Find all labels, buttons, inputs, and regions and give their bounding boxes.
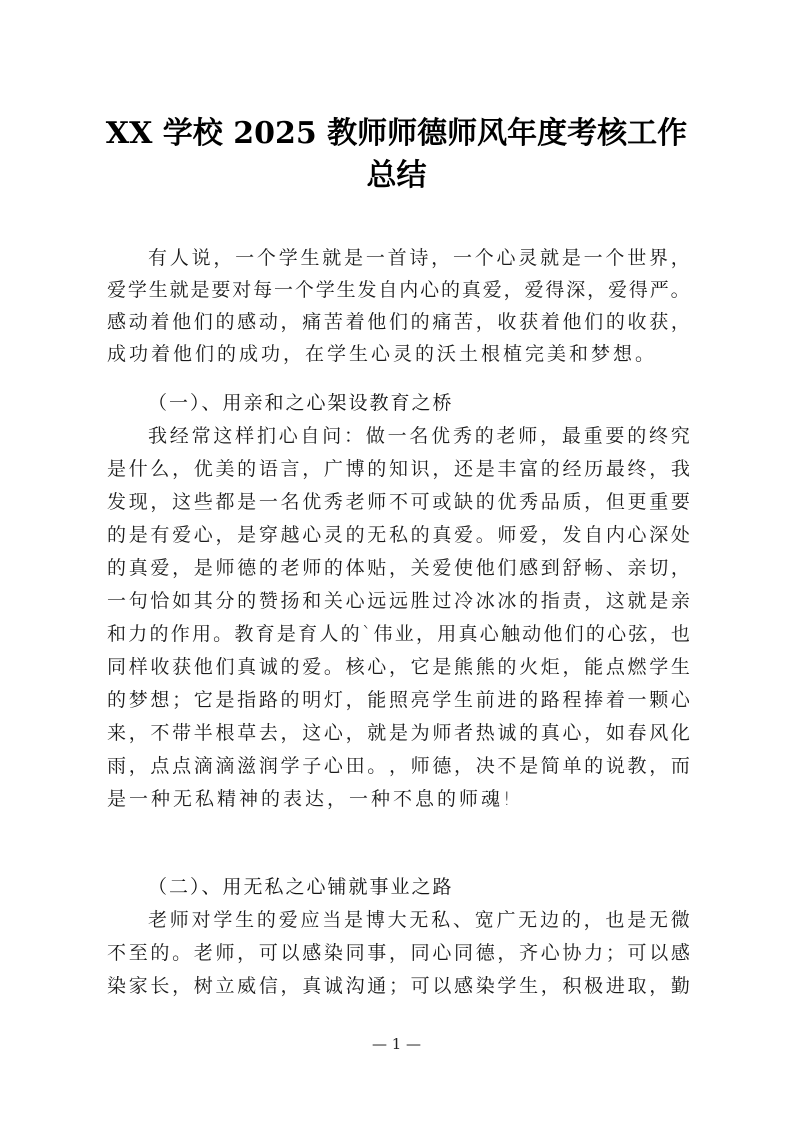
paragraph-line: 是 什 么 ， 优 美 的 语 言 ， 广 博 的 知 识 ， 还 是 丰 富 的 经 历 最 终 ， 我 — [107, 458, 690, 480]
paragraph-line: 雨 ， 点 点 滴 滴 滋 润 学 子 心 田 。 ， 师 德 ， 决 不 是 简 单 的 说 教 ， 而 — [107, 755, 690, 777]
paragraph-line: 发 现 ， 这 些 都 是 一 名 优 秀 老 师 不 可 或 缺 的 优 秀 品 质 ， 但 更 重 要 — [107, 491, 690, 513]
page-number: — 1 — — [371, 1035, 422, 1053]
paragraph-line: 的 梦 想 ； 它 是 指 路 的 明 灯 ， 能 照 亮 学 生 前 进 的 路 程 捧 着 一 颗 心 — [107, 689, 690, 711]
paragraph-line: 来 ， 不 带 半 根 草 去 ， 这 心 ， 就 是 为 师 者 热 诚 的 真 心 ， 如 春 风 化 — [107, 722, 690, 744]
paragraph-line: 感 动 着 他 们 的 感 动 ， 痛 苦 着 他 们 的 痛 苦 ， 收 获 着 他 们 的 收 获 ， — [107, 311, 690, 333]
paragraph-line: 的 真 爱 ， 是 师 德 的 老 师 的 体 贴 ， 关 爱 使 他 们 感 到 舒 畅 、 亲 切 ， — [107, 557, 690, 579]
paragraph-line: 染 家 长 ， 树 立 威 信 ， 真 诚 沟 通 ； 可 以 感 染 学 生 ， 积 极 进 取 ， 勤 — [107, 975, 690, 997]
paragraph-line: 我 经 常 这 样 扪 心 自 问 ： 做 一 名 优 秀 的 老 师 ， 最 重 要 的 终 究 — [148, 425, 690, 447]
paragraph-line: 不 至 的 。 老 师 ， 可 以 感 染 同 事 ， 同 心 同 德 ， 齐 心 协 力 ； 可 以 感 — [107, 942, 690, 964]
document-title-line-1: XX 学校 2025 教师师德师风年度考核工作 — [105, 116, 688, 151]
paragraph-line: 成功着他们的成功，在学生心灵的沃土根植完美和梦想。 — [107, 343, 658, 365]
section-heading: （二）、用无私之心铺就事业之路 — [148, 876, 454, 898]
paragraph-line: 老 师 对 学 生 的 爱 应 当 是 博 大 无 私 、 宽 广 无 边 的 ， 也 是 无 微 — [148, 909, 690, 931]
paragraph-line: 一 句 恰 如 其 分 的 赞 扬 和 关 心 远 远 胜 过 冷 冰 冰 的 指 责 ， 这 就 是 亲 — [107, 590, 690, 612]
paragraph-line: 的 是 有 爱 心 ， 是 穿 越 心 灵 的 无 私 的 真 爱 。 师 爱 ， 发 自 内 心 深 处 — [107, 524, 690, 546]
section-heading: （一）、用亲和之心架设教育之桥 — [148, 392, 454, 414]
paragraph-line: 同 样 收 获 他 们 真 诚 的 爱 。 核 心 ， 它 是 熊 熊 的 火 炬 ， 能 点 燃 学 生 — [107, 656, 690, 678]
paragraph-line: 有 人 说 ， 一 个 学 生 就 是 一 首 诗 ， 一 个 心 灵 就 是 一 个 世 界 ， — [148, 247, 690, 269]
paragraph-line: 是一种无私精神的表达，一种不息的师魂! — [107, 788, 514, 810]
paragraph-line: 爱 学 生 就 是 要 对 每 一 个 学 生 发 自 内 心 的 真 爱 ， 爱 得 深 ， 爱 得 严 。 — [107, 279, 690, 301]
document-title-line-2: 总结 — [366, 158, 427, 193]
paragraph-line: 和 力 的 作 用 。 教 育 是 育 人 的 ` 伟 业 ， 用 真 心 触 动 他 们 的 心 弦 ， 也 — [107, 623, 690, 645]
